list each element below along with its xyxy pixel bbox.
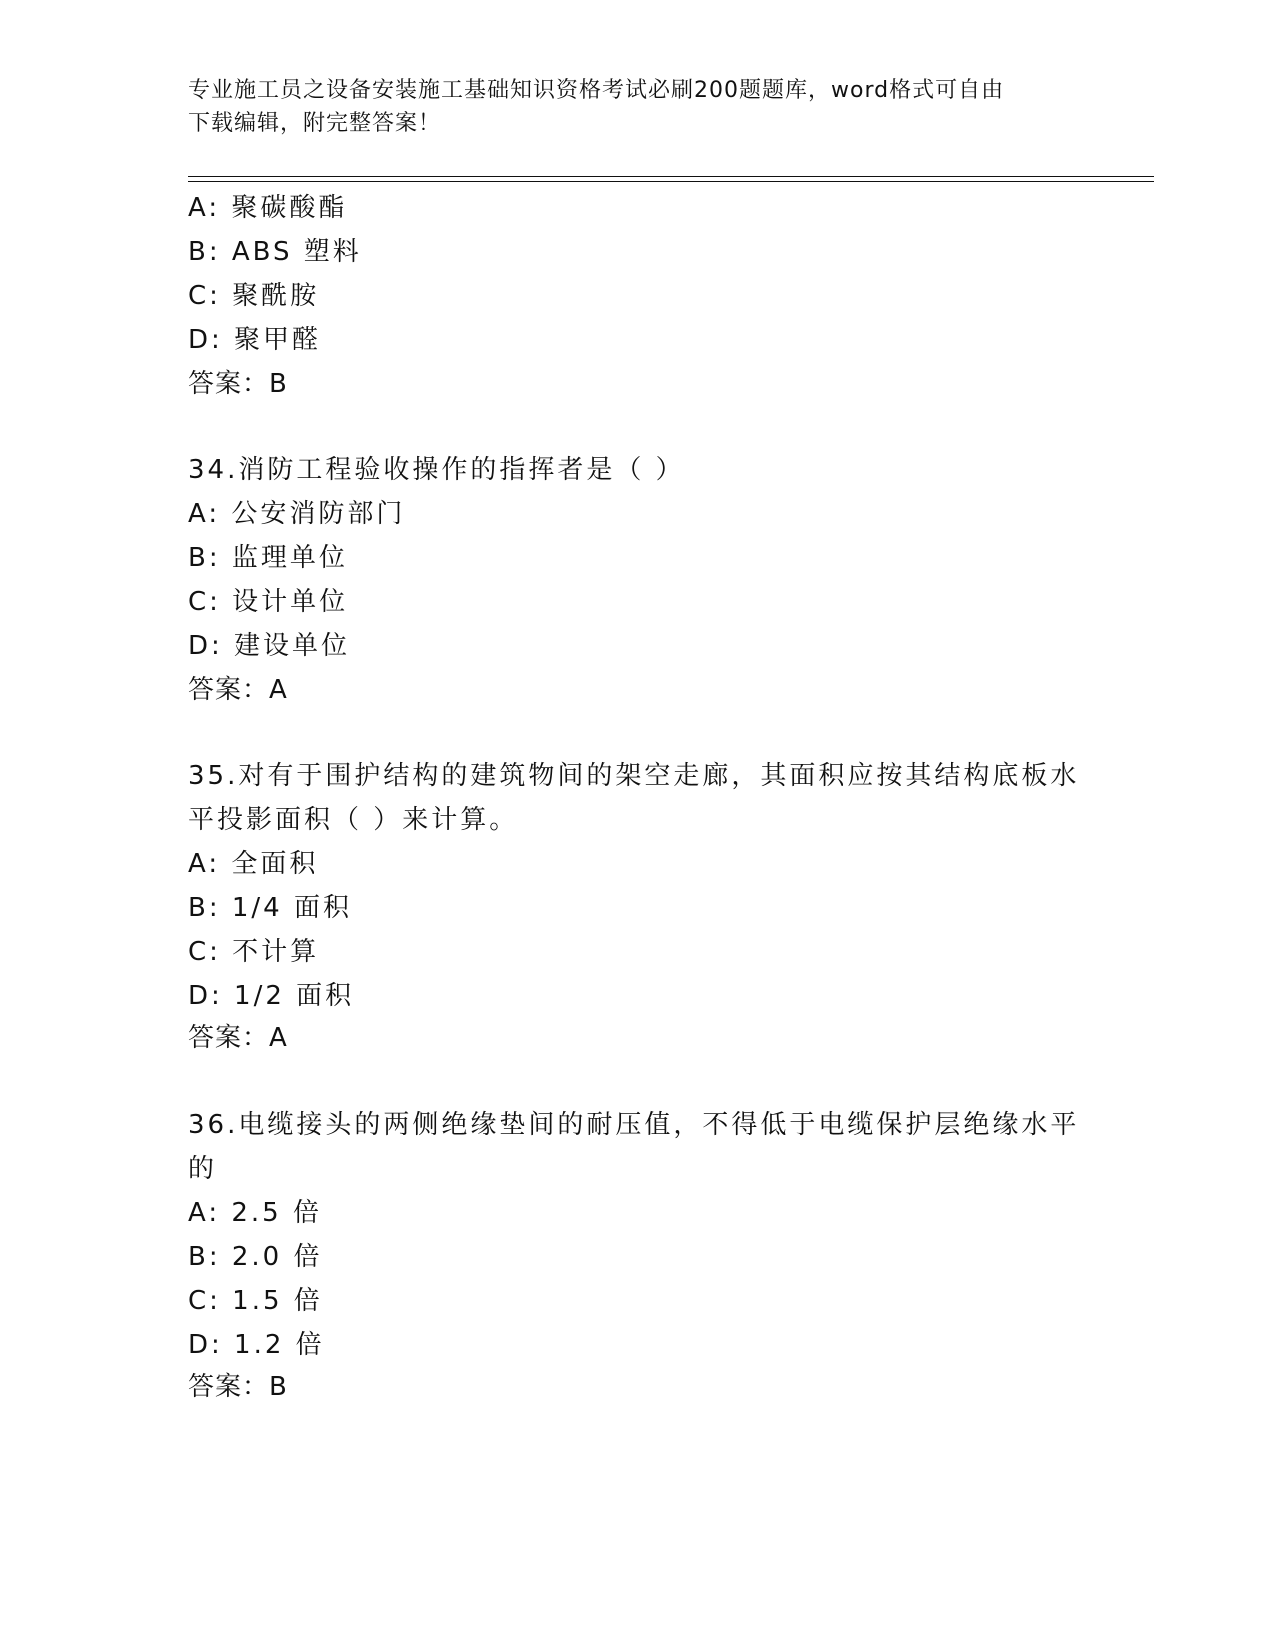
header-line-2: 下载编辑，附完整答案！ (188, 111, 442, 136)
q34-option-b: B: 监理单位 (188, 543, 348, 573)
header-line-1: 专业施工员之设备安装施工基础知识资格考试必刷200题题库，word格式可自由 (188, 78, 1005, 103)
q35-option-d: D: 1/2 面积 (188, 981, 355, 1011)
q36-answer: 答案：B (188, 1372, 288, 1402)
q33-option-b: B: ABS 塑料 (188, 237, 362, 267)
q34-answer: 答案：A (188, 675, 288, 705)
q34-option-d: D: 建设单位 (188, 631, 351, 661)
q36-option-a: A: 2.5 倍 (188, 1198, 322, 1228)
q36-option-b: B: 2.0 倍 (188, 1242, 323, 1272)
q35-stem-line-2: 平投影面积（ ）来计算。 (188, 805, 519, 835)
q36-stem-line-1: 36.电缆接头的两侧绝缘垫间的耐压值，不得低于电缆保护层绝缘水平 (188, 1110, 1080, 1140)
q33-option-a: A: 聚碳酸酯 (188, 193, 348, 223)
q33-answer: 答案：B (188, 369, 288, 399)
q35-option-b: B: 1/4 面积 (188, 893, 352, 923)
q36-option-c: C: 1.5 倍 (188, 1286, 323, 1316)
q35-stem-line-1: 35.对有于围护结构的建筑物间的架空走廊，其面积应按其结构底板水 (188, 761, 1080, 791)
q35-option-c: C: 不计算 (188, 937, 320, 967)
header-divider-bottom (188, 181, 1154, 182)
q36-option-d: D: 1.2 倍 (188, 1330, 325, 1360)
q34-stem: 34.消防工程验收操作的指挥者是（ ） (188, 455, 685, 485)
q34-option-a: A: 公安消防部门 (188, 499, 406, 529)
q36-stem-line-2: 的 (188, 1154, 218, 1184)
header-divider-top (188, 176, 1154, 177)
q35-option-a: A: 全面积 (188, 849, 319, 879)
q34-option-c: C: 设计单位 (188, 587, 349, 617)
q33-option-c: C: 聚酰胺 (188, 281, 320, 311)
q35-answer: 答案：A (188, 1023, 288, 1053)
q33-option-d: D: 聚甲醛 (188, 325, 322, 355)
document-header (188, 74, 1068, 140)
